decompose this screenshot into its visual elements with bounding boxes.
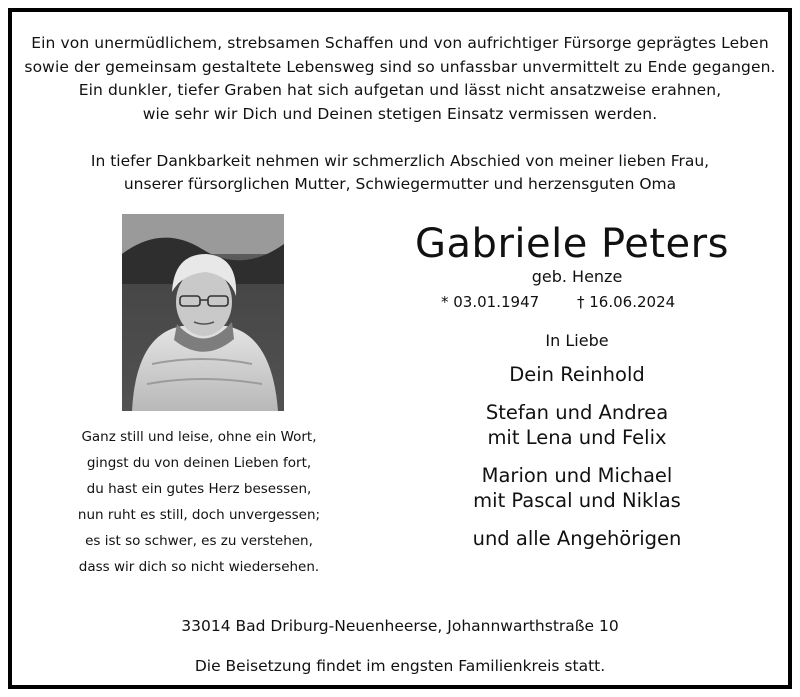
birth-date: * 03.01.1947 — [441, 293, 540, 311]
mourner-line: mit Pascal und Niklas — [473, 489, 681, 512]
farewell-text — [12, 150, 788, 196]
poem-line: gingst du von deinen Lieben fort, — [86, 455, 312, 471]
poem-line: Ganz still und leise, ohne ein Wort, — [81, 429, 317, 445]
mourner-line: mit Lena und Felix — [487, 426, 667, 449]
burial-note: Die Beisetzung findet im engsten Familienkreis statt. — [194, 657, 606, 675]
obituary-frame — [8, 8, 792, 689]
mourner-line: Dein Reinhold — [509, 363, 645, 386]
mourner-group — [407, 526, 747, 551]
farewell-line: unserer fürsorglichen Mutter, Schwiegermutter und herzensguten Oma — [123, 175, 677, 193]
intro-text — [12, 32, 788, 126]
birth-name: geb. Henze — [531, 267, 623, 286]
portrait-photo — [122, 214, 284, 411]
life-dates — [437, 291, 697, 313]
intro-line: wie sehr wir Dich und Deinen stetigen Einsatz vermissen werden. — [142, 104, 658, 123]
intro-line: sowie der gemeinsam gestaltete Lebensweg sind so unfassbar unvermittelt zu Ende gegangen. — [24, 57, 776, 76]
death-date: † 16.06.2024 — [577, 293, 676, 311]
mourner-line: und alle Angehörigen — [472, 527, 682, 550]
poem-line: es ist so schwer, es zu verstehen, — [85, 533, 313, 549]
poem-line: dass wir dich so nicht wiedersehen. — [78, 559, 320, 575]
mourners-list — [407, 362, 747, 564]
intro-line: Ein dunkler, tiefer Graben hat sich aufgetan und lässt nicht ansatzweise erahnen, — [78, 81, 722, 99]
poem-line: nun ruht es still, doch unvergessen; — [77, 507, 321, 523]
poem — [64, 424, 334, 580]
deceased-name: Gabriele Peters — [415, 221, 729, 267]
poem-line: du hast ein gutes Herz besessen, — [86, 481, 312, 497]
farewell-line: In tiefer Dankbarkeit nehmen wir schmerzlich Abschied von meiner lieben Frau, — [90, 152, 710, 170]
mourner-group — [407, 362, 747, 387]
mourner-group — [407, 400, 747, 450]
mourner-line: Stefan und Andrea — [485, 401, 669, 424]
mourner-group — [407, 463, 747, 513]
intro-line: Ein von unermüdlichem, strebsamen Schaffen und von aufrichtiger Fürsorge geprägtes Leben — [31, 34, 769, 52]
in-love-label: In Liebe — [545, 331, 609, 350]
address: 33014 Bad Driburg-Neuenheerse, Johannwarthstraße 10 — [181, 617, 619, 635]
mourner-line: Marion und Michael — [481, 464, 673, 487]
